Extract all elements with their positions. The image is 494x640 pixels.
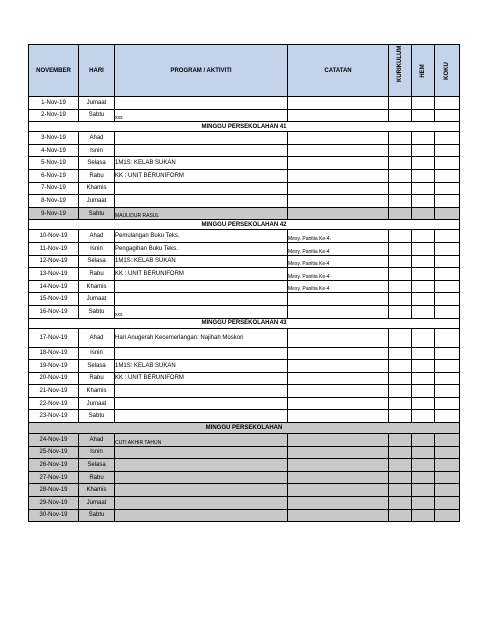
kurikulum-cell — [389, 144, 412, 157]
header-kurikulum-label: KURIKULUM — [397, 45, 403, 82]
notes-cell: Mesy. Panitia Ke-4 — [288, 268, 389, 281]
date-cell: 28-Nov-19 — [29, 484, 79, 497]
hem-cell — [412, 305, 435, 318]
day-cell: Jumaat — [79, 497, 115, 510]
day-cell: Jumaat — [79, 397, 115, 410]
koku-cell — [435, 268, 460, 281]
kurikulum-cell — [389, 446, 412, 459]
table-row — [29, 97, 460, 110]
day-cell: Rabu — [79, 169, 115, 182]
hem-cell — [412, 157, 435, 170]
day-cell: Rabu — [79, 268, 115, 281]
program-cell: MAULIDUR RASUL — [115, 207, 288, 220]
date-cell: 15-Nov-19 — [29, 293, 79, 306]
table-row — [29, 385, 460, 398]
table-row — [29, 182, 460, 195]
koku-cell — [435, 385, 460, 398]
table-row — [29, 109, 460, 122]
kurikulum-cell — [389, 385, 412, 398]
header-day: HARI — [79, 45, 115, 97]
table-row — [29, 360, 460, 373]
date-cell: 3-Nov-19 — [29, 132, 79, 145]
date-cell: 18-Nov-19 — [29, 347, 79, 360]
koku-cell — [435, 397, 460, 410]
notes-cell — [288, 446, 389, 459]
program-cell — [115, 385, 288, 398]
notes-cell — [288, 471, 389, 484]
koku-cell — [435, 97, 460, 110]
date-cell: 30-Nov-19 — [29, 509, 79, 522]
day-cell: Ahad — [79, 434, 115, 447]
table-row — [29, 293, 460, 306]
program-cell: 1M1S: KELAB SUKAN — [115, 360, 288, 373]
kurikulum-cell — [389, 293, 412, 306]
koku-cell — [435, 372, 460, 385]
day-cell: Sabtu — [79, 305, 115, 318]
program-cell — [115, 509, 288, 522]
notes-cell: Mesy. Panitia Ke-4. — [288, 230, 389, 243]
hem-cell — [412, 230, 435, 243]
program-cell — [115, 397, 288, 410]
day-cell: Sabtu — [79, 410, 115, 423]
kurikulum-cell — [389, 434, 412, 447]
table-row — [29, 157, 460, 170]
schedule-table — [28, 44, 460, 522]
koku-cell — [435, 471, 460, 484]
header-notes: CATATAN — [288, 45, 389, 97]
hem-cell — [412, 497, 435, 510]
koku-cell — [435, 459, 460, 472]
koku-cell — [435, 207, 460, 220]
koku-cell — [435, 434, 460, 447]
notes-cell: Mesy. Panitia Ke-4 — [288, 242, 389, 255]
schedule-body — [29, 97, 460, 522]
program-cell — [115, 293, 288, 306]
notes-cell — [288, 360, 389, 373]
koku-cell — [435, 509, 460, 522]
hem-cell — [412, 268, 435, 281]
table-row — [29, 305, 460, 318]
table-row — [29, 509, 460, 522]
program-cell — [115, 97, 288, 110]
day-cell: Khamis — [79, 182, 115, 195]
program-cell: 1M1S: KELAB SUKAN — [115, 157, 288, 170]
kurikulum-cell — [389, 471, 412, 484]
header-program: PROGRAM / AKTIVITI — [115, 45, 288, 97]
notes-cell — [288, 372, 389, 385]
notes-cell — [288, 385, 389, 398]
koku-cell — [435, 109, 460, 122]
header-month: NOVEMBER — [29, 45, 79, 97]
kurikulum-cell — [389, 157, 412, 170]
program-cell — [115, 280, 288, 293]
week-header-row — [29, 122, 460, 132]
kurikulum-cell — [389, 255, 412, 268]
notes-cell: Mesy. Panitia Ke-4 — [288, 280, 389, 293]
kurikulum-cell — [389, 372, 412, 385]
date-cell: 25-Nov-19 — [29, 446, 79, 459]
week-label: MINGGU PERSEKOLAHAN 42 — [29, 220, 460, 230]
hem-cell — [412, 446, 435, 459]
hem-cell — [412, 360, 435, 373]
program-cell: KK : UNIT BERUNIFORM — [115, 268, 288, 281]
kurikulum-cell — [389, 328, 412, 347]
header-row — [29, 45, 460, 97]
table-row — [29, 230, 460, 243]
hem-cell — [412, 397, 435, 410]
kurikulum-cell — [389, 195, 412, 208]
day-cell: Isnin — [79, 446, 115, 459]
program-cell — [115, 497, 288, 510]
program-cell: KK : UNIT BERUNIFORM — [115, 169, 288, 182]
notes-cell — [288, 207, 389, 220]
header-hem-label: HEM — [420, 63, 426, 78]
date-cell: 19-Nov-19 — [29, 360, 79, 373]
day-cell: Selasa — [79, 459, 115, 472]
hem-cell — [412, 195, 435, 208]
kurikulum-cell — [389, 230, 412, 243]
hem-cell — [412, 347, 435, 360]
table-row — [29, 434, 460, 447]
week-label: MINGGU PERSEKOLAHAN — [29, 423, 460, 434]
kurikulum-cell — [389, 410, 412, 423]
date-cell: 12-Nov-19 — [29, 255, 79, 268]
table-row — [29, 471, 460, 484]
hem-cell — [412, 328, 435, 347]
notes-cell — [288, 144, 389, 157]
kurikulum-cell — [389, 347, 412, 360]
koku-cell — [435, 497, 460, 510]
koku-cell — [435, 347, 460, 360]
date-cell: 5-Nov-19 — [29, 157, 79, 170]
koku-cell — [435, 305, 460, 318]
day-cell: Selasa — [79, 360, 115, 373]
day-cell: Sabtu — [79, 207, 115, 220]
date-cell: 20-Nov-19 — [29, 372, 79, 385]
table-row — [29, 347, 460, 360]
koku-cell — [435, 195, 460, 208]
hem-cell — [412, 509, 435, 522]
program-cell — [115, 347, 288, 360]
koku-cell — [435, 182, 460, 195]
notes-cell — [288, 397, 389, 410]
hem-cell — [412, 293, 435, 306]
day-cell: Isnin — [79, 242, 115, 255]
hem-cell — [412, 484, 435, 497]
hem-cell — [412, 372, 435, 385]
kurikulum-cell — [389, 280, 412, 293]
day-cell: Jumaat — [79, 97, 115, 110]
hem-cell — [412, 385, 435, 398]
koku-cell — [435, 328, 460, 347]
program-cell — [115, 484, 288, 497]
day-cell: Sabtu — [79, 509, 115, 522]
date-cell: 16-Nov-19 — [29, 305, 79, 318]
notes-cell — [288, 157, 389, 170]
kurikulum-cell — [389, 182, 412, 195]
hem-cell — [412, 255, 435, 268]
koku-cell — [435, 144, 460, 157]
kurikulum-cell — [389, 509, 412, 522]
koku-cell — [435, 360, 460, 373]
koku-cell — [435, 157, 460, 170]
header-hem — [412, 45, 435, 97]
hem-cell — [412, 207, 435, 220]
hem-cell — [412, 434, 435, 447]
kurikulum-cell — [389, 207, 412, 220]
notes-cell — [288, 132, 389, 145]
header-koku-label: KOKU — [444, 61, 450, 80]
kurikulum-cell — [389, 360, 412, 373]
program-cell: xxx — [115, 305, 288, 318]
notes-cell — [288, 97, 389, 110]
program-cell — [115, 195, 288, 208]
notes-cell — [288, 195, 389, 208]
date-cell: 9-Nov-19 — [29, 207, 79, 220]
kurikulum-cell — [389, 132, 412, 145]
koku-cell — [435, 255, 460, 268]
table-row — [29, 207, 460, 220]
notes-cell — [288, 410, 389, 423]
notes-cell — [288, 109, 389, 122]
kurikulum-cell — [389, 169, 412, 182]
notes-cell — [288, 328, 389, 347]
kurikulum-cell — [389, 497, 412, 510]
table-row — [29, 255, 460, 268]
date-cell: 8-Nov-19 — [29, 195, 79, 208]
day-cell: Ahad — [79, 328, 115, 347]
notes-cell — [288, 305, 389, 318]
kurikulum-cell — [389, 484, 412, 497]
day-cell: Jumaat — [79, 195, 115, 208]
table-row — [29, 446, 460, 459]
notes-cell — [288, 459, 389, 472]
table-row — [29, 328, 460, 347]
date-cell: 21-Nov-19 — [29, 385, 79, 398]
date-cell: 6-Nov-19 — [29, 169, 79, 182]
hem-cell — [412, 410, 435, 423]
date-cell: 14-Nov-19 — [29, 280, 79, 293]
program-cell — [115, 182, 288, 195]
date-cell: 11-Nov-19 — [29, 242, 79, 255]
date-cell: 13-Nov-19 — [29, 268, 79, 281]
notes-cell — [288, 293, 389, 306]
program-cell: CUTI AKHIR TAHUN — [115, 434, 288, 447]
day-cell: Jumaat — [79, 293, 115, 306]
koku-cell — [435, 242, 460, 255]
koku-cell — [435, 169, 460, 182]
date-cell: 2-Nov-19 — [29, 109, 79, 122]
date-cell: 27-Nov-19 — [29, 471, 79, 484]
koku-cell — [435, 230, 460, 243]
day-cell: Rabu — [79, 471, 115, 484]
koku-cell — [435, 484, 460, 497]
kurikulum-cell — [389, 305, 412, 318]
table-row — [29, 372, 460, 385]
week-header-row — [29, 423, 460, 434]
table-row — [29, 459, 460, 472]
hem-cell — [412, 471, 435, 484]
date-cell: 1-Nov-19 — [29, 97, 79, 110]
hem-cell — [412, 280, 435, 293]
kurikulum-cell — [389, 459, 412, 472]
table-row — [29, 497, 460, 510]
program-cell: Hari Anugerah Kecemerlangan: Najihah Moskori — [115, 328, 288, 347]
table-row — [29, 144, 460, 157]
date-cell: 22-Nov-19 — [29, 397, 79, 410]
date-cell: 29-Nov-19 — [29, 497, 79, 510]
program-cell — [115, 144, 288, 157]
kurikulum-cell — [389, 242, 412, 255]
notes-cell — [288, 434, 389, 447]
notes-cell: Mesy. Panitia Ke-4 — [288, 255, 389, 268]
day-cell: Rabu — [79, 372, 115, 385]
day-cell: Isnin — [79, 347, 115, 360]
program-cell: Pemulangan Buku Teks. — [115, 230, 288, 243]
date-cell: 26-Nov-19 — [29, 459, 79, 472]
hem-cell — [412, 182, 435, 195]
hem-cell — [412, 132, 435, 145]
table-row — [29, 280, 460, 293]
header-koku — [435, 45, 460, 97]
hem-cell — [412, 169, 435, 182]
notes-cell — [288, 182, 389, 195]
koku-cell — [435, 446, 460, 459]
day-cell: Selasa — [79, 157, 115, 170]
date-cell: 17-Nov-19 — [29, 328, 79, 347]
day-cell: Ahad — [79, 230, 115, 243]
notes-cell — [288, 484, 389, 497]
kurikulum-cell — [389, 109, 412, 122]
notes-cell — [288, 509, 389, 522]
day-cell: Khamis — [79, 280, 115, 293]
table-row — [29, 169, 460, 182]
program-cell: 1M1S: KELAB SUKAN — [115, 255, 288, 268]
table-row — [29, 484, 460, 497]
table-row — [29, 397, 460, 410]
table-row — [29, 132, 460, 145]
notes-cell — [288, 347, 389, 360]
hem-cell — [412, 97, 435, 110]
day-cell: Khamis — [79, 484, 115, 497]
day-cell: Sabtu — [79, 109, 115, 122]
program-cell — [115, 132, 288, 145]
kurikulum-cell — [389, 268, 412, 281]
program-cell: Pengagihan Buku Teks. — [115, 242, 288, 255]
date-cell: 7-Nov-19 — [29, 182, 79, 195]
day-cell: Ahad — [79, 132, 115, 145]
program-cell — [115, 471, 288, 484]
program-cell — [115, 459, 288, 472]
program-cell — [115, 410, 288, 423]
kurikulum-cell — [389, 97, 412, 110]
week-header-row — [29, 318, 460, 328]
header-kurikulum — [389, 45, 412, 97]
program-cell: KK : UNIT BERUNIFORM — [115, 372, 288, 385]
hem-cell — [412, 459, 435, 472]
week-label: MINGGU PERSEKOLAHAN 43 — [29, 318, 460, 328]
hem-cell — [412, 109, 435, 122]
week-header-row — [29, 220, 460, 230]
date-cell: 10-Nov-19 — [29, 230, 79, 243]
table-row — [29, 410, 460, 423]
program-cell: xxx — [115, 109, 288, 122]
hem-cell — [412, 144, 435, 157]
day-cell: Selasa — [79, 255, 115, 268]
table-row — [29, 195, 460, 208]
notes-cell — [288, 497, 389, 510]
koku-cell — [435, 280, 460, 293]
koku-cell — [435, 293, 460, 306]
kurikulum-cell — [389, 397, 412, 410]
koku-cell — [435, 410, 460, 423]
date-cell: 24-Nov-19 — [29, 434, 79, 447]
day-cell: Khamis — [79, 385, 115, 398]
notes-cell — [288, 169, 389, 182]
program-cell — [115, 446, 288, 459]
hem-cell — [412, 242, 435, 255]
koku-cell — [435, 132, 460, 145]
date-cell: 4-Nov-19 — [29, 144, 79, 157]
table-row — [29, 242, 460, 255]
table-row — [29, 268, 460, 281]
date-cell: 23-Nov-19 — [29, 410, 79, 423]
day-cell: Isnin — [79, 144, 115, 157]
week-label: MINGGU PERSEKOLAHAN 41 — [29, 122, 460, 132]
